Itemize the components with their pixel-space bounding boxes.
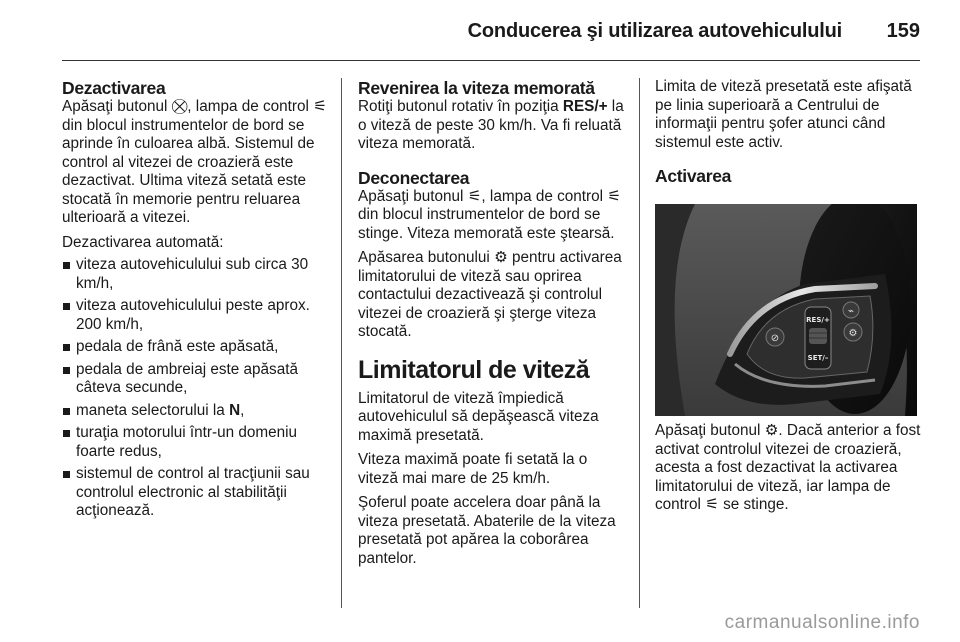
list-item [62,402,330,421]
header-rule [62,60,920,61]
res-label: RES/+ [562,98,608,115]
paragraph: Apăsaţi butonul ⚟, lampa de control ⚟ din blocul instrumentelor de bord se stinge. Viteza memorată este ştearsă. [358,187,621,242]
header-title: Conducerea şi utilizarea autovehiculului [467,20,842,42]
page-number: 159 [886,20,920,42]
page-header [0,0,960,60]
bullet-list [62,256,330,521]
set-label: SET/– [807,354,829,362]
paragraph-text: la o viteză de peste 30 km/h. Va fi reluată viteza memorată. [358,98,624,152]
paragraph: Limita de viteză presetată este afişată pe linia superioară a Centrului de informaţii pentru şofer atunci când sistemul este activ. [655,78,912,151]
section-title: Limitatorul de viteză [358,355,590,384]
gear-position: N [229,401,241,419]
paragraph: Apăsarea butonului ⚙ pentru activarea limitatorului de viteză sau oprirea contactului dezactivează şi controlul vitezei de croazieră şi şterge viteza stocată. [358,249,622,340]
rotary-wheel [809,328,827,344]
heading-revenirea: Revenirea la viteza memorată [358,78,595,98]
column-2 [358,78,626,568]
paragraph [358,98,626,154]
list-item-text: maneta selectorului la [76,401,230,419]
column-1 [62,78,330,521]
svg-text:⚙: ⚙ [848,328,858,339]
list-item: pedala de ambreiaj este apăsată câteva secunde, [62,361,330,398]
paragraph: Apăsaţi butonul ⚙. Dacă anterior a fost activat controlul vitezei de croazieră, acesta a fost dezactivat la activarea limitatorului de viteză, iar lampa de control ⚟ se stinge. [655,422,921,513]
watermark: carmanualsonline.info [724,612,920,633]
paragraph: Dezactivarea automată: [62,233,224,251]
paragraph-text: Rotiţi butonul rotativ în poziţia [358,98,563,115]
column-divider-2 [639,78,640,608]
steering-wheel-illustration [655,204,917,416]
list-item: sistemul de control al tracţiunii sau controlul electronic al stabilităţii acţionează. [62,465,330,521]
svg-text:⌁: ⌁ [847,306,855,317]
list-item: viteza autovehiculului peste aprox. 200 km/h, [62,297,330,334]
list-item: viteza autovehiculului sub circa 30 km/h, [62,256,330,293]
list-item-tail: , [240,401,245,419]
heading-deconectarea: Deconectarea [358,167,470,188]
heading-dezactivarea: Dezactivarea [62,78,166,98]
column-3 [655,78,923,515]
paragraph: Şoferul poate accelera doar până la viteza presetată. Abaterile de la viteza presetată pot apărea la coborârea pantelor. [358,494,616,567]
paragraph: Limitatorul de viteză împiedică autovehiculul să depăşească viteza maximă presetată. [358,389,599,444]
paragraph: Apăsaţi butonul ⛒, lampa de control ⚟ din blocul instrumentelor de bord se aprinde în culoarea albă. Sistemul de control al vitezei de croazieră este dezactivat. Ultima viteză setată este stocată în memorie pentru reluarea ulterioară a vitezei. [62,98,327,226]
column-divider-1 [341,78,342,608]
list-item: pedala de frână este apăsată, [62,338,330,357]
list-item: turaţia motorului într-un domeniu foarte redus, [62,424,330,461]
svg-text:⊘: ⊘ [770,333,780,344]
res-label: RES/+ [806,316,830,324]
heading-activarea: Activarea [655,166,732,186]
paragraph: Viteza maximă poate fi setată la o viteză mai mare de 25 km/h. [358,451,588,487]
